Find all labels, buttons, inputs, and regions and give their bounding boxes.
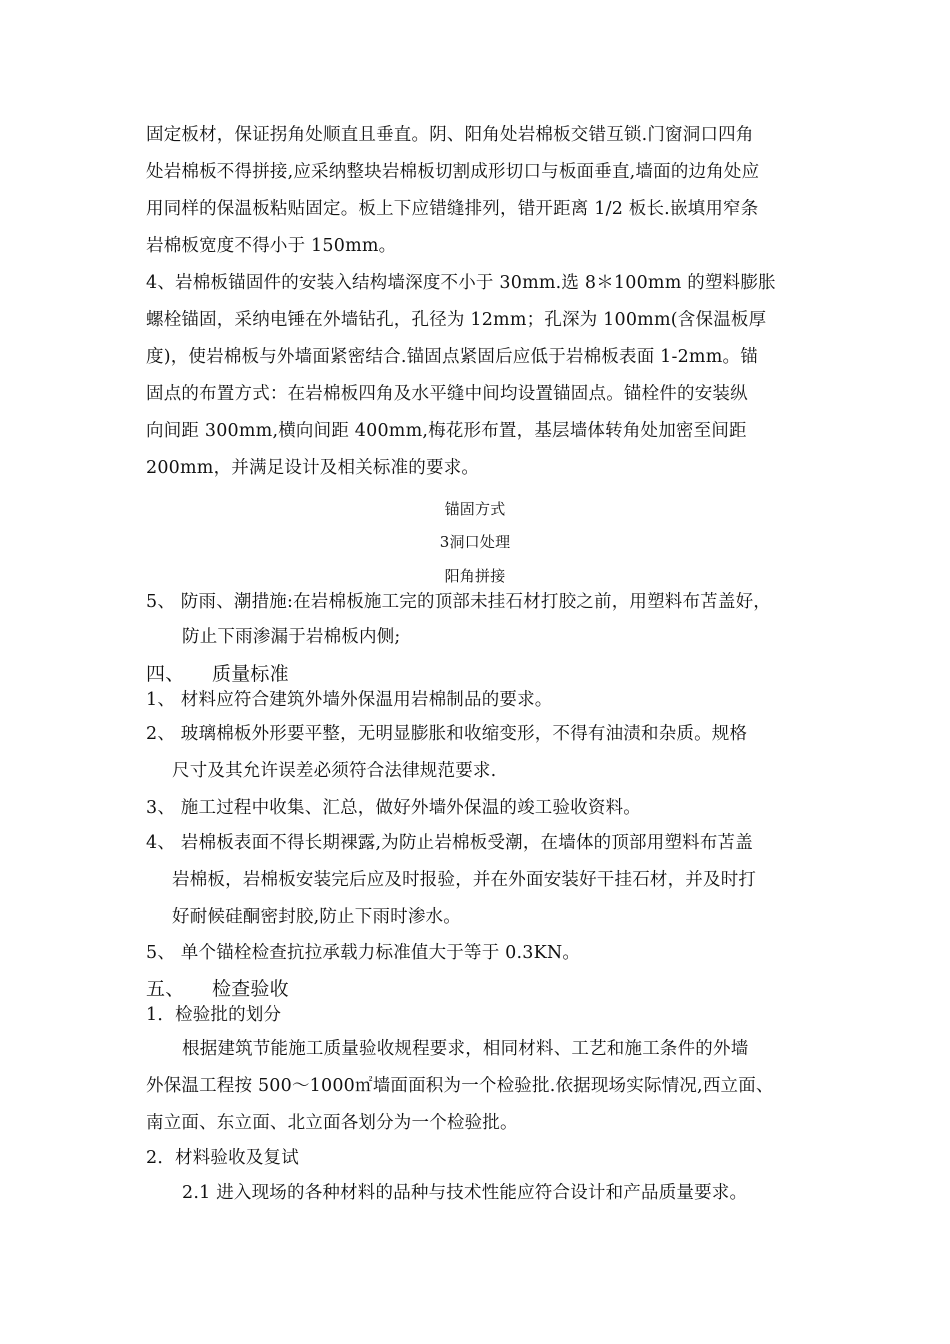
section-number: 四、	[146, 663, 185, 685]
item-4-line: 200mm，并满足设计及相关标准的要求。	[146, 458, 480, 478]
item-4-line: 4、岩棉板锚固件的安装入结构墙深度不小于 30mm.选 8＊100mm 的塑料膨胀	[146, 273, 776, 293]
list-item: 2、 玻璃棉板外形要平整，无明显膨胀和收缩变形，不得有油渍和杂质。规格	[146, 724, 748, 744]
list-item-continued: 尺寸及其允许误差必须符合法律规范要求.	[172, 761, 497, 781]
paragraph-line: 外保温工程按 500～1000㎡墙面面积为一个检验批.依据现场实际情况,西立面、	[146, 1076, 774, 1096]
item-4-line: 向间距 300mm,横向间距 400mm,梅花形布置，基层墙体转角处加密至间距	[146, 421, 747, 441]
paragraph-line: 处岩棉板不得拼接,应采纳整块岩棉板切割成形切口与板面垂直,墙面的边角处应	[146, 162, 760, 182]
list-item: 3、 施工过程中收集、汇总，做好外墙外保温的竣工验收资料。	[146, 798, 641, 818]
list-item-continued: 好耐候硅酮密封胶,防止下雨时渗水。	[172, 907, 461, 927]
section-title: 检查验收	[212, 978, 289, 1000]
subsection-heading: 1．检验批的划分	[146, 1005, 282, 1025]
paragraph-line: 南立面、东立面、北立面各划分为一个检验批。	[146, 1113, 518, 1133]
item-4-line: 度)，使岩棉板与外墙面紧密结合.锚固点紧固后应低于岩棉板表面 1-2mm。锚	[146, 347, 758, 367]
figure-caption-openings: 3洞口处理	[439, 533, 511, 551]
paragraph-line: 根据建筑节能施工质量验收规程要求，相同材料、工艺和施工条件的外墙	[182, 1039, 749, 1059]
item-4-line: 固点的布置方式：在岩棉板四角及水平缝中间均设置锚固点。锚栓件的安装纵	[146, 384, 748, 404]
list-item: 4、 岩棉板表面不得长期裸露,为防止岩棉板受潮，在墙体的顶部用塑料布苫盖	[146, 833, 753, 853]
figure-caption-anchoring: 锚固方式	[444, 500, 506, 518]
section-title: 质量标准	[212, 663, 289, 685]
paragraph-line: 固定板材，保证拐角处顺直且垂直。阴、阳角处岩棉板交错互锁.门窗洞口四角	[146, 125, 754, 145]
paragraph-line: 用同样的保温板粘贴固定。板上下应错缝排列，错开距离 1/2 板长.嵌填用窄条	[146, 199, 759, 219]
item-4-line: 螺栓锚固，采纳电锤在外墙钻孔，孔径为 12mm；孔深为 100mm(含保温板厚	[146, 310, 767, 330]
item-5-line: 5、 防雨、潮措施:在岩棉板施工完的顶部未挂石材打胶之前，用塑料布苫盖好，	[146, 592, 771, 612]
list-item-continued: 岩棉板，岩棉板安装完后应及时报验，并在外面安装好干挂石材，并及时打	[172, 870, 757, 890]
list-item: 1、 材料应符合建筑外墙外保温用岩棉制品的要求。	[146, 690, 553, 710]
section-heading-inspection	[146, 977, 289, 1001]
paragraph-line: 2.1 进入现场的各种材料的品种与技术性能应符合设计和产品质量要求。	[182, 1183, 748, 1203]
item-5-line: 防止下雨渗漏于岩棉板内侧;	[182, 627, 401, 647]
subsection-heading: 2．材料验收及复试	[146, 1148, 299, 1168]
paragraph-line: 岩棉板宽度不得小于 150mm。	[146, 236, 397, 256]
section-heading-quality	[146, 662, 289, 686]
section-number: 五、	[146, 978, 185, 1000]
list-item: 5、 单个锚栓检查抗拉承载力标准值大于等于 0.3KN。	[146, 943, 581, 963]
figure-caption-corner: 阳角拼接	[444, 567, 506, 585]
